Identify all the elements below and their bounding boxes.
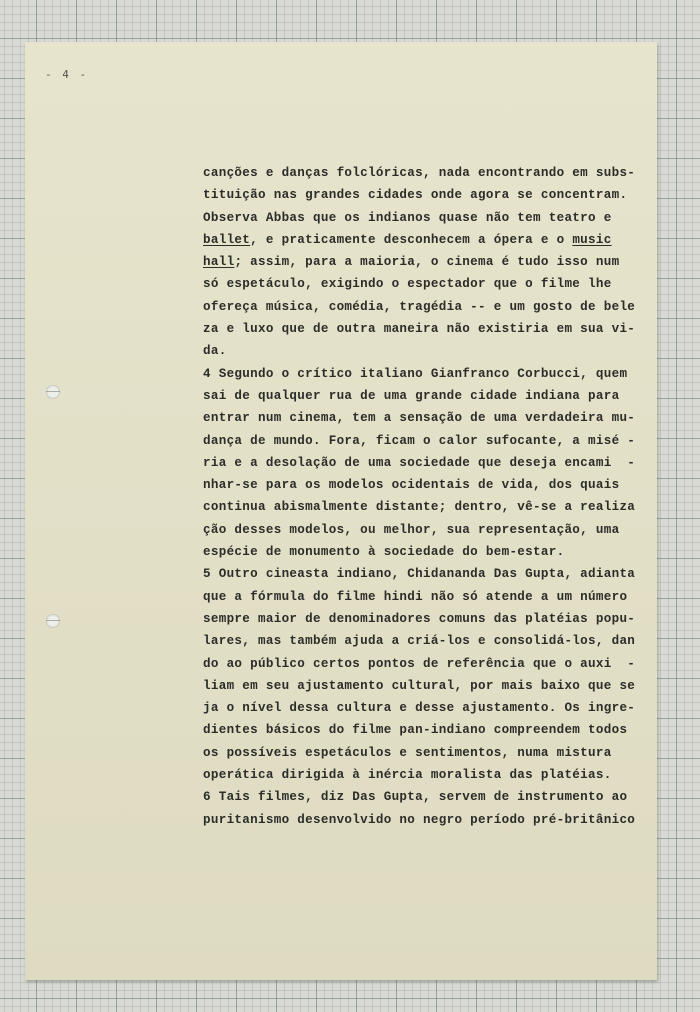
text-line: que a fórmula do filme hindi não só atende a um número [203, 589, 628, 604]
text-line: canções e danças folclóricas, nada encontrando em subs- [203, 166, 636, 180]
text-line: ria e a desolação de uma sociedade que deseja encami - [203, 455, 636, 470]
text-line [203, 229, 635, 251]
text-line: espécie de monumento à sociedade do bem-estar. [203, 545, 565, 560]
text-line: continua abismalmente distante; dentro, vê-se a realiza [203, 500, 636, 515]
text-line: entrar num cinema, tem a sensação de uma verdadeira mu- [203, 411, 636, 426]
text-line [203, 251, 635, 273]
text-segment: , e praticamente desconhecem a ópera e o [250, 232, 573, 247]
text-line: sempre maior de denominadores comuns das platéias popu- [203, 611, 636, 626]
text-line: ção desses modelos, ou melhor, sua representação, uma [203, 522, 620, 537]
text-line: lares, mas também ajuda a criá-los e consolidá-los, dan [203, 634, 636, 649]
text-line: 6 Tais filmes, diz Das Gupta, servem de instrumento ao [203, 790, 628, 805]
text-line: da. [203, 344, 227, 359]
text-line: dientes básicos do filme pan-indiano compreendem todos [203, 723, 628, 738]
text-segment: ; assim, para a maioria, o cinema é tudo isso num [234, 255, 620, 270]
text-line: sai de qualquer rua de uma grande cidade indiana para [203, 388, 620, 403]
punch-hole-top [46, 385, 60, 399]
text-line: os possíveis espetáculos e sentimentos, numa mistura [203, 745, 612, 760]
underlined-word: hall [203, 255, 235, 270]
document-page [25, 42, 657, 980]
text-line: ofereça música, comédia, tragédia -- e um gosto de bele [203, 299, 636, 314]
typed-text-body [203, 162, 635, 831]
page-number: - 4 - [45, 68, 89, 81]
text-line: 5 Outro cineasta indiano, Chidananda Das Gupta, adianta [203, 567, 636, 582]
underlined-word: music [572, 232, 612, 247]
text-line: 4 Segundo o crítico italiano Gianfranco Corbucci, quem [203, 366, 628, 381]
text-line: tituição nas grandes cidades onde agora se concentram. [203, 188, 628, 203]
underlined-word: ballet [203, 232, 251, 247]
punch-hole-bottom [46, 614, 60, 628]
text-line: dança de mundo. Fora, ficam o calor sufocante, a misé - [203, 433, 636, 448]
text-line: só espetáculo, exigindo o espectador que o filme lhe [203, 277, 612, 292]
text-line: do ao público certos pontos de referência que o auxi - [203, 656, 636, 671]
text-line: operática dirigida à inércia moralista das platéias. [203, 768, 612, 783]
text-line: ja o nível dessa cultura e desse ajustamento. Os ingre- [203, 701, 636, 716]
text-line: liam em seu ajustamento cultural, por mais baixo que se [203, 678, 636, 693]
text-line: Observa Abbas que os indianos quase não tem teatro e [203, 210, 612, 225]
text-line: puritanismo desenvolvido no negro período pré-britânico [203, 812, 636, 827]
text-line: za e luxo que de outra maneira não existiria em sua vi- [203, 322, 636, 337]
text-line: nhar-se para os modelos ocidentais de vida, dos quais [203, 478, 620, 493]
